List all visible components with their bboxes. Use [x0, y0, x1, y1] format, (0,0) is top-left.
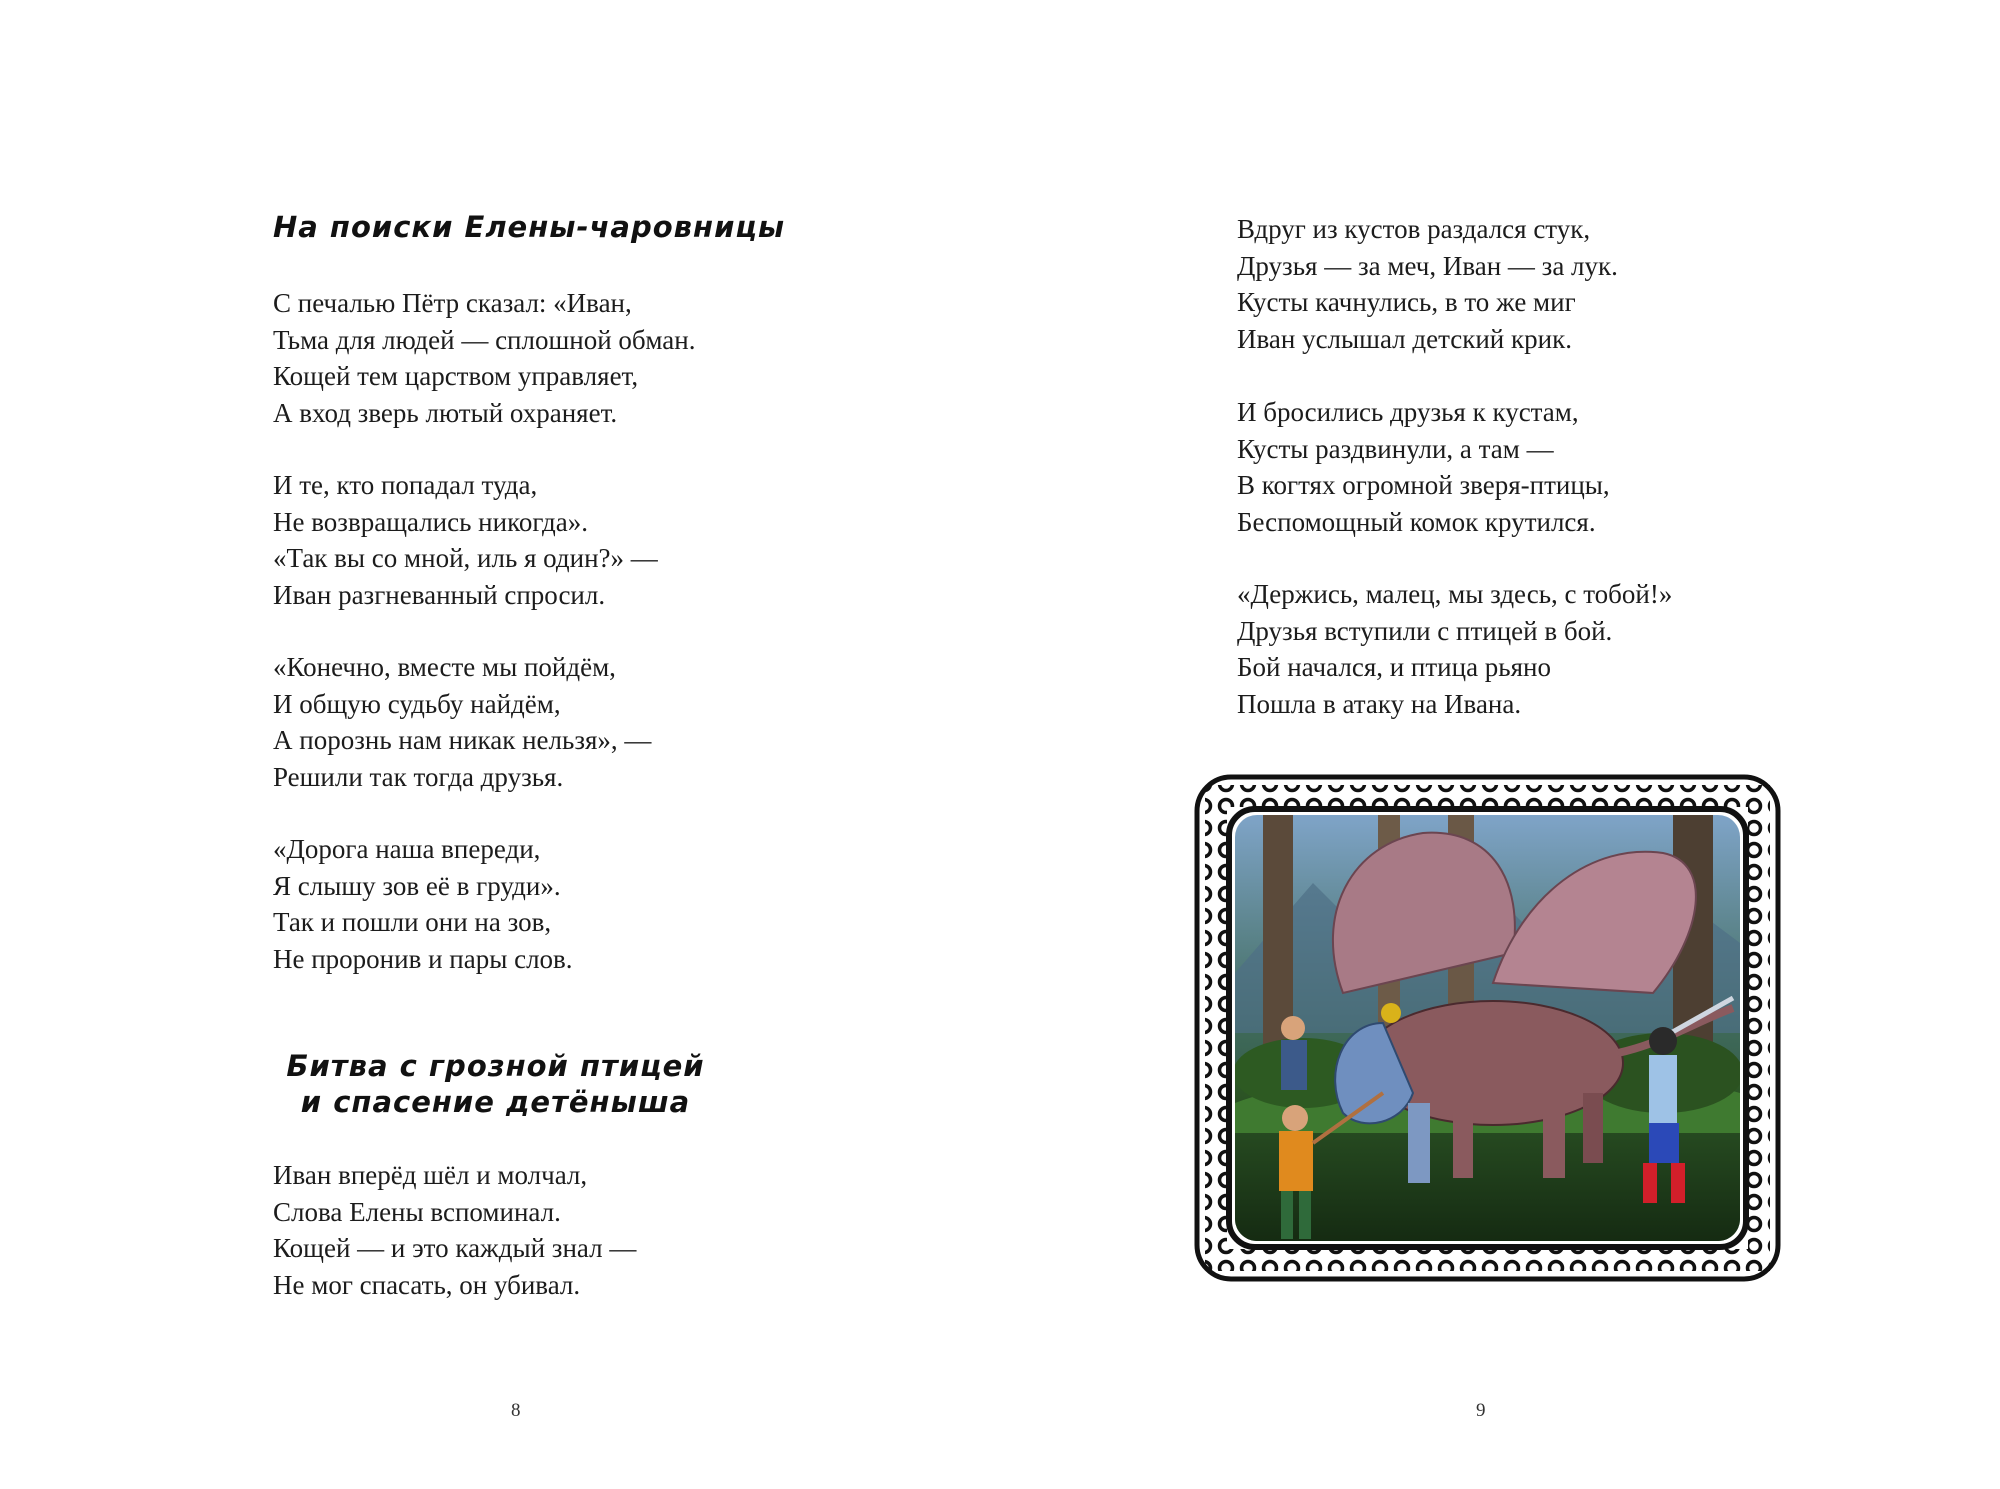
- companion-head: [1281, 1016, 1305, 1040]
- verse-line: «Дорога наша впереди,: [273, 834, 541, 864]
- verse-line: Слова Елены вспоминал.: [273, 1196, 561, 1227]
- stanza: [1237, 394, 1610, 540]
- stanza: [273, 649, 651, 795]
- beast-leg: [1583, 1093, 1603, 1163]
- page-number: 8: [511, 1400, 521, 1421]
- verse-line: В когтях огромной зверя-птицы,: [1237, 470, 1610, 500]
- verse-line: И бросились друзья к кустам,: [1237, 397, 1579, 427]
- section-title-battle: [273, 1048, 718, 1120]
- stanza: [1237, 211, 1618, 357]
- frame-scallop-bottom: [1205, 1249, 1770, 1271]
- verse-line: Не возвращались никогда».: [273, 506, 589, 537]
- frame-scallop-top: [1205, 785, 1770, 807]
- hero-boot: [1643, 1163, 1657, 1203]
- page-number: 9: [1476, 1400, 1486, 1421]
- verse-line: Друзья — за меч, Иван — за лук.: [1237, 250, 1618, 281]
- verse-line: А порознь нам никак нельзя», —: [273, 725, 652, 755]
- section-title-line: Битва с грозной птицей: [286, 1049, 705, 1083]
- beast-leg: [1453, 1108, 1473, 1178]
- verse-line: Я слышу зов её в груди».: [273, 870, 561, 901]
- verse-line: Бой начался, и птица рьяно: [1237, 652, 1551, 682]
- section-title-line: и спасение детёныша: [300, 1085, 691, 1119]
- stanza: [273, 831, 573, 977]
- hero-trousers: [1649, 1123, 1679, 1163]
- griffin-battle-illustration: [1193, 773, 1782, 1283]
- right-page: [1000, 0, 2000, 1489]
- companion-shirt: [1279, 1131, 1313, 1191]
- stanza: [273, 1157, 636, 1303]
- companion-shirt: [1281, 1040, 1307, 1090]
- verse-line: Вдруг из кустов раздался стук,: [1237, 214, 1591, 244]
- verse-line: Иван вперёд шёл и молчал,: [273, 1160, 588, 1190]
- verse-line: И общую судьбу найдём,: [273, 688, 561, 719]
- hero-shirt: [1649, 1055, 1677, 1125]
- verse-line: Кусты качнулись, в то же миг: [1237, 287, 1576, 317]
- verse-line: «Конечно, вместе мы пойдём,: [273, 652, 616, 682]
- cub: [1381, 1003, 1401, 1023]
- companion-leg: [1281, 1191, 1293, 1239]
- verse-line: Друзья вступили с птицей в бой.: [1237, 615, 1613, 646]
- verse-line: С печалью Пётр сказал: «Иван,: [273, 288, 632, 318]
- companion-head: [1282, 1105, 1308, 1131]
- verse-line: Тьма для людей — сплошной обман.: [273, 324, 696, 355]
- beast-leg: [1543, 1103, 1565, 1178]
- verse-line: Не мог спасать, он убивал.: [273, 1269, 581, 1300]
- illustration-scene: [1233, 815, 1743, 1241]
- frame-scallop-right: [1748, 807, 1770, 1249]
- companion-leg: [1299, 1191, 1311, 1239]
- section-title-search: На поиски Елены-чаровницы: [273, 210, 786, 244]
- verse-line: Иван услышал детский крик.: [1237, 323, 1572, 354]
- verse-line: А вход зверь лютый охраняет.: [273, 397, 618, 428]
- verse-line: «Держись, малец, мы здесь, с тобой!»: [1237, 579, 1673, 609]
- verse-line: Так и пошли они на зов,: [273, 907, 552, 937]
- verse-line: Не проронив и пары слов.: [273, 943, 573, 974]
- stanza: [273, 285, 695, 431]
- verse-line: Иван разгневанный спросил.: [273, 579, 606, 610]
- hero-boot: [1671, 1163, 1685, 1203]
- verse-line: Пошла в атаку на Ивана.: [1237, 688, 1522, 719]
- stanza: [1237, 576, 1672, 722]
- verse-line: Кощей тем царством управляет,: [273, 361, 639, 391]
- verse-line: «Так вы со мной, иль я один?» —: [273, 543, 658, 573]
- hero-head: [1649, 1027, 1677, 1055]
- verse-line: И те, кто попадал туда,: [273, 470, 538, 500]
- stanza: [273, 467, 658, 613]
- verse-line: Кусты раздвинули, а там —: [1237, 433, 1554, 464]
- verse-line: Решили так тогда друзья.: [273, 761, 564, 792]
- verse-line: Беспомощный комок крутился.: [1237, 506, 1596, 537]
- frame-scallop-left: [1205, 807, 1227, 1249]
- verse-line: Кощей — и это каждый знал —: [273, 1233, 637, 1263]
- beast-leg: [1408, 1103, 1430, 1183]
